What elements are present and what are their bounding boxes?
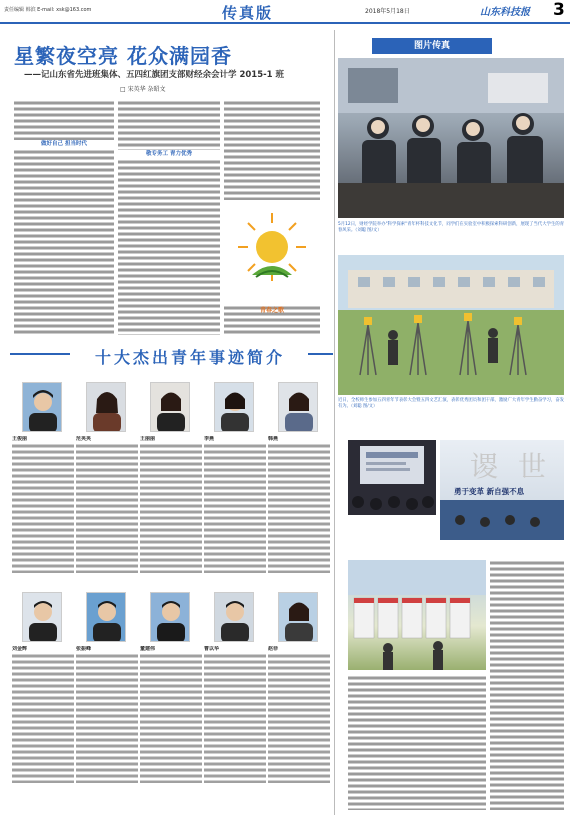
person-name: 王俊丽 xyxy=(12,436,28,442)
portrait-photo xyxy=(86,382,126,432)
photo-caption-2: 近日，全校师生参加五四青年节表彰大会暨五四文艺汇演，表彰优秀团员和团干部，激励广大青年学生勤奋学习，奋发有为。（刘聪 图/文） xyxy=(338,398,564,409)
youth-bio xyxy=(140,646,202,786)
section-title: 传真版 xyxy=(222,4,274,22)
person-name: 李燕 xyxy=(204,436,215,442)
bottom-right-text xyxy=(348,675,486,810)
lecture-photo xyxy=(348,440,436,515)
article-column-1 xyxy=(14,100,114,335)
portrait-photo xyxy=(22,592,62,642)
person-name: 赵菲 xyxy=(268,646,279,652)
field-survey-photo xyxy=(338,255,564,395)
photo-caption-1: 5月12日，财经学院举办"科学探索"青年杯科技文化节，同学们在实验室中积极探索科研创新，展现了当代大学生的青春风采。（刘聪 图/文） xyxy=(338,222,564,233)
portrait-photo xyxy=(22,382,62,432)
youth-bio xyxy=(140,436,202,576)
page-header xyxy=(0,0,570,24)
article-column-2 xyxy=(118,100,220,335)
editor-info: 责任编辑 韩滨 E-mail: xsk@163.com xyxy=(4,7,92,13)
lab-scene xyxy=(338,58,564,218)
portrait-photo xyxy=(214,592,254,642)
youth-bio xyxy=(12,436,74,576)
emblem-caption: 青春之歌 xyxy=(259,307,284,314)
portrait-photo xyxy=(150,592,190,642)
youth-bio xyxy=(204,646,266,786)
youth-bio xyxy=(12,646,74,786)
person-name: 韩燕 xyxy=(268,436,279,442)
exhibition-photo xyxy=(348,560,486,670)
youth-bio xyxy=(76,436,138,576)
youth-section-title: 十大杰出青年事迹简介 xyxy=(94,348,285,367)
stage-banner-text: 勇于变革 新自强不息 xyxy=(454,487,525,496)
youth-bio xyxy=(268,646,330,786)
article-section-head: 敬专务工 青力优秀 xyxy=(118,150,220,159)
page-number: 3 xyxy=(553,0,565,20)
portrait-photo xyxy=(86,592,126,642)
article-section-head: 做好自己 担当时代 xyxy=(14,140,114,149)
stage-banner-photo xyxy=(440,440,564,540)
person-name: 刘金辉 xyxy=(12,646,28,652)
person-name: 张振峰 xyxy=(76,646,92,652)
lecture-scene xyxy=(348,440,436,515)
photo-section-tag: 图片传真 xyxy=(372,38,492,54)
portrait-photo xyxy=(214,382,254,432)
youth-bio xyxy=(268,436,330,576)
right-bottom-text xyxy=(490,560,564,810)
youth-emblem xyxy=(226,205,318,305)
survey-scene xyxy=(338,255,564,395)
person-name: 范英英 xyxy=(76,436,92,442)
issue-date: 2018年5月18日 xyxy=(365,8,410,15)
portrait-photo xyxy=(150,382,190,432)
article-column-3-top xyxy=(224,100,320,200)
person-name: 董建伟 xyxy=(140,646,156,652)
article-byline: □ 宋英华 杂昭文 xyxy=(120,86,166,93)
youth-bio xyxy=(76,646,138,786)
portrait-photo xyxy=(278,592,318,642)
title-rule-left xyxy=(10,353,70,355)
svg-text:谡: 谡 xyxy=(470,450,499,483)
youth-bio xyxy=(204,436,266,576)
lab-photo xyxy=(338,58,564,218)
portrait-photo xyxy=(278,382,318,432)
article-headline: 星繁夜空亮 花众满园香 xyxy=(14,44,232,68)
column-divider xyxy=(334,30,335,815)
newspaper-logo: 山东科技报 xyxy=(480,7,530,18)
person-name: 曹以华 xyxy=(204,646,220,652)
title-rule-right xyxy=(308,353,333,355)
article-subheadline: ——记山东省先进班集体、五四红旗团支部财经余会计学 2015-1 班 xyxy=(24,70,285,80)
person-name: 王丽丽 xyxy=(140,436,156,442)
exhibition-scene xyxy=(348,560,486,670)
svg-text:世: 世 xyxy=(518,450,547,483)
